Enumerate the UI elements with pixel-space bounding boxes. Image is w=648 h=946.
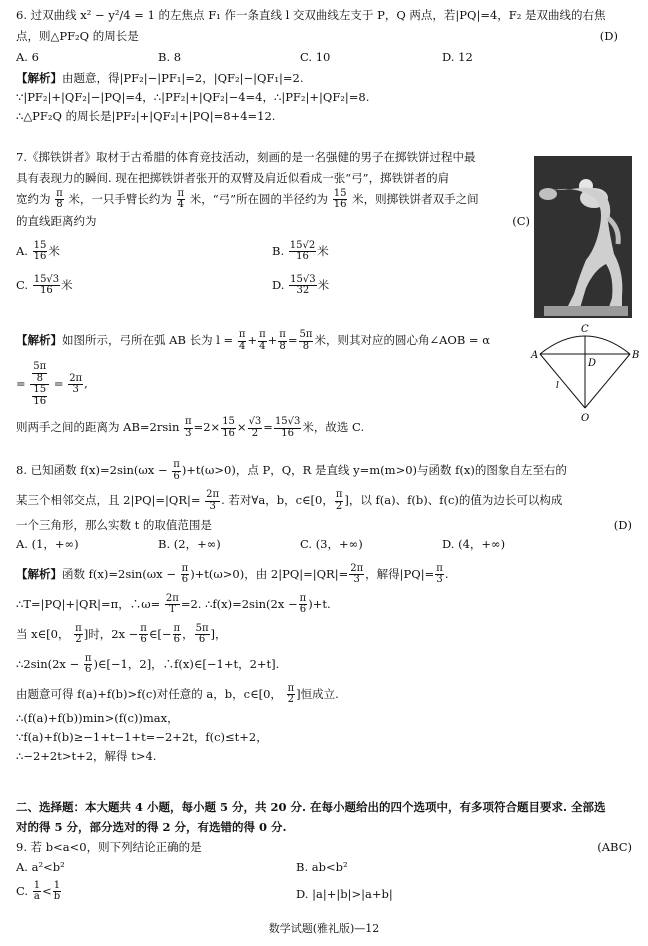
- numerator: √3: [248, 416, 262, 427]
- q8-solution-3: [16, 624, 634, 646]
- numerator: 15√3: [274, 416, 301, 427]
- q8-stem-line-3: [16, 518, 634, 533]
- section-2-heading: [16, 800, 634, 835]
- frac-pi-over-4: [177, 189, 186, 211]
- q9-stem-text: 9. 若 b<a<0，则下列结论正确的是: [16, 840, 202, 854]
- solution-label: 【解析】: [16, 566, 62, 581]
- numerator: π: [299, 592, 307, 604]
- numerator: 15: [33, 239, 47, 251]
- numerator: π: [335, 489, 343, 500]
- frac-pi-over-3: [184, 417, 193, 439]
- label-c: C: [581, 324, 589, 335]
- numerator: 15√3: [290, 273, 316, 285]
- section-2-line-1: 二、选择题：本大题共 4 小题，每小题 5 分，共 20 分. 在每小题给出的四个选项中，有多项符合题目要求. 全部选: [16, 800, 606, 814]
- frac-pi-over-6: [181, 564, 190, 586]
- q8-solution-2: [16, 594, 634, 616]
- q7-text-hands: 米，则掷铁饼者双手之间: [352, 191, 479, 206]
- q7-option-a: [16, 241, 272, 263]
- option-label: C.: [16, 277, 29, 292]
- q6-solution-1: [16, 71, 634, 86]
- label-o: O: [581, 413, 590, 424]
- frac-pi-over-3: [435, 564, 444, 586]
- q9-options-row-2: [16, 881, 634, 903]
- denominator: 3: [72, 384, 79, 395]
- option-fraction: [289, 275, 316, 297]
- q7-stem-line-2: 具有表现力的瞬间. 现在把掷铁饼者张开的双臂及肩近似看成一张“弓”，掷铁饼者的肩: [16, 170, 450, 185]
- denominator: 32: [296, 285, 310, 297]
- compound-numerator: [30, 362, 49, 385]
- label-l: l: [556, 381, 559, 391]
- q6-solution-3: ∴△PF₂Q 的周长是|PF₂|+|QF₂|+|PQ|=8+4=12.: [16, 108, 276, 123]
- denominator: 8: [279, 340, 286, 352]
- page-footer: 数学试题(雅礼版)—12: [268, 922, 380, 935]
- q8-solution-6: ∴(f(a)+f(b))min>(f(c))max，: [16, 710, 179, 725]
- q8-sol-2a: ∴T=|PQ|+|QR|=π，∴ω=: [16, 596, 161, 611]
- label-d: D: [588, 358, 597, 369]
- numerator: 2π: [165, 592, 179, 604]
- frac-pi-over-8: [55, 189, 64, 211]
- denominator: 6: [140, 634, 147, 646]
- q8-sol-5a: 由题意可得 f(a)+f(b)>f(c)对任意的 a，b，c∈[0，: [16, 686, 282, 701]
- option-label: C.: [16, 883, 29, 898]
- denominator: 3: [436, 574, 443, 586]
- q7-solution-line-1: [16, 330, 528, 352]
- equals: =: [53, 376, 64, 391]
- frac-2pi-over-T: [165, 594, 180, 616]
- q7-text-arm: 米，一只手臂长约为: [68, 191, 172, 206]
- frac-pi-over-8: [278, 330, 287, 352]
- label-a: A: [531, 350, 539, 361]
- frac-pi-over-6: [173, 624, 182, 646]
- denominator: b: [53, 891, 61, 903]
- question-7: [16, 150, 528, 297]
- q6-option-d: D. 12: [442, 49, 473, 64]
- q7-option-d: [272, 275, 528, 297]
- q8-stem-line-2: [16, 490, 634, 512]
- frac-5pi-over-8: [299, 330, 314, 352]
- q8-answer: (D): [613, 518, 632, 532]
- q8-option-c: C. (3，+∞): [300, 536, 363, 551]
- q6-options: [16, 50, 634, 65]
- numerator: π: [173, 622, 181, 634]
- q8-sol-3b: ]时，2x −: [83, 626, 139, 641]
- numerator: 5π: [299, 329, 313, 340]
- q9-answer: (ABC): [597, 840, 632, 854]
- q8-sol-1c: ，解得|PQ|=: [365, 566, 435, 581]
- frac-1-over-b: [53, 881, 61, 903]
- equals: =: [263, 420, 273, 434]
- numerator: π: [436, 562, 443, 574]
- frac-pi-over-4: [258, 330, 267, 352]
- q9-option-b: B. ab<b²: [296, 859, 348, 874]
- frac-pi-over-2: [335, 490, 344, 512]
- denominator: 8: [302, 340, 310, 352]
- frac-5pi-over-6: [195, 624, 210, 646]
- q8-text-2b: . 若对∀a，b，c∈[0，: [221, 493, 334, 507]
- inner-fraction: [32, 385, 47, 407]
- denominator: 16: [222, 427, 235, 439]
- q6-stem-text: 点，则△PF₂Q 的周长是: [16, 28, 139, 43]
- numerator: 15√3: [33, 273, 60, 285]
- q7-solution-line-2: [16, 362, 528, 407]
- option-label: D.: [272, 277, 285, 292]
- numerator: 5π: [33, 361, 47, 372]
- denominator: 4: [259, 340, 266, 352]
- q9-stem: [16, 840, 634, 855]
- compound-fraction: [30, 362, 49, 407]
- denominator: 16: [296, 251, 309, 263]
- numerator: π: [238, 329, 246, 340]
- numerator: 1: [33, 879, 41, 891]
- numerator: 1: [53, 879, 61, 891]
- denominator: 6: [84, 664, 92, 676]
- plus: +: [247, 333, 258, 347]
- unit: 米: [317, 243, 329, 258]
- numerator: π: [84, 652, 92, 664]
- q7-stem-text-4: 的直线距离约为: [16, 213, 97, 228]
- frac-pi-over-4: [238, 330, 247, 352]
- frac-15-over-16: [221, 417, 236, 439]
- unit: 米: [48, 243, 60, 258]
- q6-stem-line-1: 6. 过双曲线 x² − y²/4 = 1 的左焦点 F₁ 作一条直线 l 交双曲线左支于 P，Q 两点，若|PQ|=4，F₂ 是双曲线的右焦: [16, 8, 606, 22]
- comma: ，: [182, 626, 194, 641]
- section-2-line-2: 对的得 5 分，部分选对的得 2 分，有选错的得 0 分.: [16, 819, 287, 834]
- numerator: π: [75, 622, 82, 634]
- q7-solution-text-e: 米，则其对应的圆心角∠AOB = α: [314, 333, 490, 347]
- denominator: 16: [33, 395, 47, 407]
- q8-sol-1b: )+t(ω>0)，由 2|PQ|=|QR|=: [190, 566, 349, 581]
- discobolus-photo: [534, 156, 632, 318]
- frac-2pi-over-3: [68, 374, 83, 396]
- q8-option-d: D. (4，+∞): [442, 536, 506, 551]
- q7-solution-text-3a: 则两手之间的距离为 AB=2rsin: [16, 420, 180, 434]
- q8-sol-3e: ]，: [210, 626, 227, 641]
- question-6: [16, 8, 634, 124]
- numerator: π: [140, 622, 147, 634]
- numerator: 2π: [206, 489, 220, 500]
- numerator: π: [185, 416, 192, 427]
- q8-option-b: B. (2，+∞): [158, 536, 221, 551]
- q8-sol-4a: ∴2sin(2x −: [16, 656, 80, 671]
- times: ×: [236, 420, 247, 434]
- arc-diagram: [530, 322, 642, 424]
- numerator: π: [177, 187, 185, 199]
- denominator: 6: [173, 634, 180, 646]
- unit: 米: [317, 277, 330, 292]
- frac-2pi-over-3: [349, 564, 364, 586]
- denominator: 2: [287, 694, 295, 706]
- denominator: 3: [209, 500, 216, 512]
- numerator: 15: [222, 416, 235, 427]
- q6-solution-2: ∵|PF₂|+|QF₂|−|PQ|=4，∴|PF₂|+|QF₂|−4=4，∴|PF₂|+|QF₂|=8.: [16, 89, 370, 104]
- unit: 米: [61, 277, 73, 292]
- radius-oa: [540, 354, 585, 408]
- times-2: =2×: [193, 420, 221, 434]
- numerator: π: [56, 187, 63, 199]
- q8-options: [16, 537, 634, 552]
- q9-option-c: [16, 881, 296, 903]
- denominator: 6: [181, 574, 189, 586]
- q7-stem-line-4: [16, 214, 528, 229]
- q8-sol-2b: =2. ∴f(x)=2sin(2x −: [180, 596, 298, 611]
- q7-options-row-1: [16, 241, 528, 263]
- q8-text-2c: ]，以 f(a)、f(b)、f(c)的值为边长可以构成: [344, 493, 563, 507]
- q9-option-d: D. |a|+|b|>|a+b|: [296, 886, 393, 901]
- solution-label: 【解析】: [16, 70, 62, 85]
- denominator: a: [33, 891, 40, 903]
- numerator: π: [279, 329, 286, 340]
- denominator: 6: [173, 470, 180, 482]
- q7-text-shoulder: 宽约为: [16, 191, 51, 206]
- numerator: 5π: [195, 622, 209, 634]
- label-b: B: [632, 350, 640, 361]
- denominator: 2: [251, 427, 259, 439]
- plus: +: [267, 333, 278, 347]
- q7-stem-line-1: 7.《掷铁饼者》取材于古希腊的体育竞技活动，刻画的是一名强健的男子在掷铁饼过程中最: [16, 150, 476, 164]
- frac-15root3-over-16: [274, 417, 301, 439]
- denominator: 4: [177, 199, 185, 211]
- numerator: 15: [33, 384, 47, 395]
- q7-solution: [16, 330, 528, 439]
- frac-15-over-16: [333, 189, 348, 211]
- numerator: π: [181, 562, 189, 574]
- q8-sol-3a: 当 x∈[0，: [16, 626, 70, 641]
- q8-text-3: 一个三角形，那么实数 t 的取值范围是: [16, 518, 212, 532]
- q6-option-a: A. 6: [16, 49, 39, 64]
- numerator: π: [287, 682, 295, 694]
- frac-root3-over-2: [248, 417, 263, 439]
- less-than: <: [42, 883, 52, 898]
- q6-stem-line-2: [16, 29, 634, 44]
- q8-stem-line-1: [16, 460, 634, 482]
- q6-option-b: B. 8: [158, 49, 182, 64]
- denominator: 16: [33, 251, 47, 263]
- q8-sol-4b: )∈[−1，2]，∴f(x)∈[−1+t，2+t].: [93, 656, 280, 671]
- q6-solution-text-1: 由题意，得|PF₂|−|PF₁|=2，|QF₂|−|QF₁|=2.: [62, 70, 304, 85]
- q8-sol-5b: ]恒成立.: [296, 686, 339, 701]
- option-label: A.: [16, 243, 28, 258]
- frac-pi-over-6: [139, 624, 148, 646]
- frac-pi-over-2: [287, 684, 296, 706]
- q7-option-c: [16, 275, 272, 297]
- option-fraction: [33, 241, 48, 263]
- q8-sol-1a: 函数 f(x)=2sin(ωx −: [62, 566, 176, 581]
- denominator: 8: [56, 199, 63, 211]
- q7-solution-line-3: [16, 417, 528, 439]
- q7-stem-line-3: [16, 189, 528, 211]
- q8-solution-1: [16, 564, 634, 586]
- q8-solution-4: [16, 654, 634, 676]
- q6-option-c: C. 10: [300, 49, 331, 64]
- q8-solution-5: [16, 684, 634, 706]
- solution-label: 【解析】: [16, 333, 62, 347]
- q8-sol-3c: ∈[−: [148, 626, 172, 641]
- denominator: 6: [198, 634, 206, 646]
- denominator: 16: [40, 285, 53, 297]
- numerator: 15√2: [289, 239, 316, 251]
- question-9: [16, 840, 634, 903]
- q6-answer: (D): [599, 28, 618, 43]
- equals: =: [16, 376, 26, 391]
- q7-solution-text-a: 如图所示，弓所在弧 AB 长为 l =: [62, 333, 234, 347]
- q8-sol-2c: )+t.: [308, 596, 331, 611]
- denominator: 6: [299, 604, 307, 616]
- equals: =: [287, 333, 298, 347]
- frac-pi-over-6: [299, 594, 308, 616]
- period: .: [444, 566, 449, 581]
- numerator: π: [259, 329, 266, 340]
- option-label: B.: [272, 243, 285, 258]
- frac-pi-over-6: [172, 460, 181, 482]
- q8-solution-7: ∵f(a)+f(b)≥−1+t−1+t=−2+2t，f(c)≤t+2，: [16, 729, 268, 744]
- q8-solution-8: ∴−2+2t>t+2，解得 t>4.: [16, 748, 157, 763]
- q8-text-1b: )+t(ω>0)，点 P，Q，R 是直线 y=m(m>0)与函数 f(x)的图象自左至右的: [181, 463, 567, 477]
- q9-options-row-1: [16, 860, 634, 875]
- q8-text-2a: 某三个相邻交点，且 2|PQ|=|QR|=: [16, 493, 201, 507]
- numerator: π: [173, 459, 180, 470]
- denominator: 4: [238, 340, 246, 352]
- q9-option-a: A. a²<b²: [16, 859, 65, 874]
- comma: ,: [84, 376, 88, 391]
- denominator: 16: [333, 199, 347, 211]
- denominator: 2: [335, 500, 343, 512]
- denominator: 3: [353, 574, 360, 586]
- question-8: [16, 460, 634, 764]
- inner-fraction: [32, 362, 47, 384]
- compound-denominator: [30, 385, 49, 407]
- option-fraction: [289, 241, 316, 263]
- frac-pi-over-2: [74, 624, 83, 646]
- denominator: 3: [185, 427, 192, 439]
- option-fraction: [33, 275, 60, 297]
- q7-answer: (C): [512, 213, 530, 228]
- q7-options-row-2: [16, 275, 528, 297]
- frac-pi-over-6: [84, 654, 93, 676]
- q8-option-a: A. (1，+∞): [16, 536, 79, 551]
- q7-solution-text-3e: 米，故选 C.: [302, 420, 365, 434]
- frac-2pi-over-3: [205, 490, 220, 512]
- numerator: 2π: [69, 372, 83, 384]
- frac-1-over-a: [33, 881, 41, 903]
- q7-option-b: [272, 241, 528, 263]
- denominator: 2: [75, 634, 82, 646]
- q8-text-1a: 8. 已知函数 f(x)=2sin(ωx −: [16, 463, 168, 477]
- numerator: 15: [333, 187, 347, 199]
- denominator: 8: [36, 372, 43, 384]
- q7-text-radius: 米，“弓”所在圆的半径约为: [189, 191, 329, 206]
- numerator: 2π: [350, 562, 364, 574]
- denominator: 16: [281, 427, 295, 439]
- denominator: T: [169, 604, 176, 616]
